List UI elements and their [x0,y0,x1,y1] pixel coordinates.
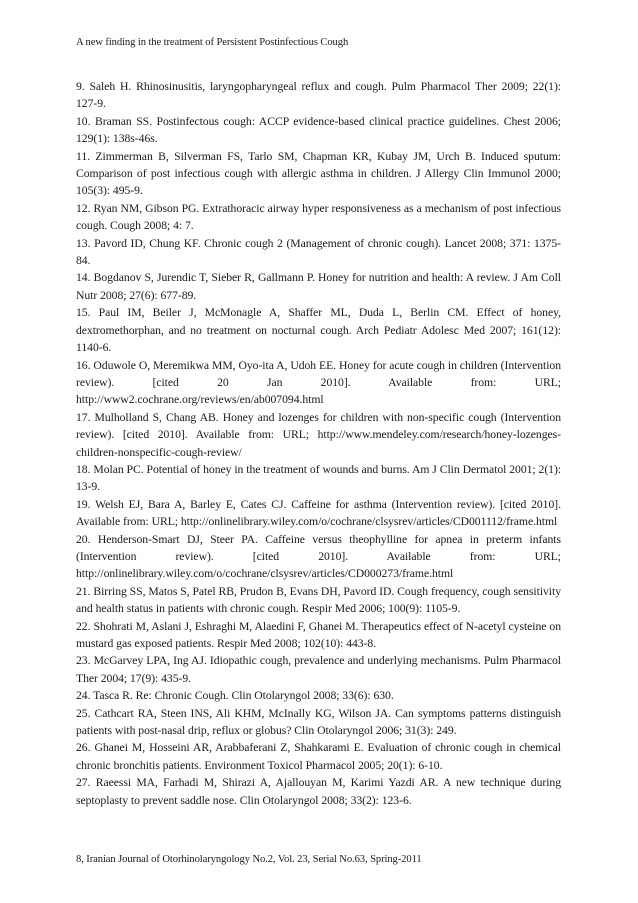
reference-item: 25. Cathcart RA, Steen INS, Ali KHM, McInally KG, Wilson JA. Can symptoms patterns distinguish patients with post-nasal drip, reflux or globus? Clin Otolaryngol 2006; 31(3): 249. [76,706,561,738]
reference-item: 27. Raeessi MA, Farhadi M, Shirazi A, Ajallouyan M, Karimi Yazdi AR. A new technique during septoplasty to prevent saddle nose. Clin Otolaryngol 2008; 33(2): 123-6. [76,776,561,807]
reference-list [76,78,561,809]
reference-item: 13. Pavord ID, Chung KF. Chronic cough 2 (Management of chronic cough). Lancet 2008; 371: 1375-84. [76,236,561,268]
reference-item: 20. Henderson-Smart DJ, Steer PA. Caffeine versus theophylline for apnea in preterm infants (Intervention review). [cited 2010]. Available from: URL; http://onlinelibrary.wiley.com/o/cochrane/clsysrev/articles/CD000273/frame.html [76,532,561,581]
reference-item: 23. McGarvey LPA, Ing AJ. Idiopathic cough, prevalence and underlying mechanisms. Pulm Pharmacol Ther 2004; 17(9): 435-9. [76,654,561,685]
running-footer: 8, Iranian Journal of Otorhinolaryngology No.2, Vol. 23, Serial No.63, Spring-2011 [76,854,422,865]
reference-item: 26. Ghanei M, Hosseini AR, Arabbaferani Z, Shahkarami E. Evaluation of chronic cough in chemical chronic bronchitis patients. Environment Toxicol Pharmacol 2005; 20(1): 6-10. [76,741,561,772]
reference-item: 24. Tasca R. Re: Chronic Cough. Clin Otolaryngol 2008; 33(6): 630. [76,689,394,703]
reference-item: 18. Molan PC. Potential of honey in the treatment of wounds and burns. Am J Clin Dermatol 2001; 2(1): 13-9. [76,462,561,494]
reference-item: 19. Welsh EJ, Bara A, Barley E, Cates CJ. Caffeine for asthma (Intervention review). [cited 2010]. Available from: URL; http://onlinelibrary.wiley.com/o/cochrane/clsysrev/articles/CD001112/frame.html [76,497,561,529]
running-header: A new finding in the treatment of Persistent Postinfectious Cough [76,37,349,48]
reference-item: 12. Ryan NM, Gibson PG. Extrathoracic airway hyper responsiveness as a mechanism of post infectious cough. Cough 2008; 4: 7. [76,201,561,233]
reference-item: 14. Bogdanov S, Jurendic T, Sieber R, Gallmann P. Honey for nutrition and health: A review. J Am Coll Nutr 2008; 27(6): 677-89. [76,271,561,302]
reference-item: 11. Zimmerman B, Silverman FS, Tarlo SM, Chapman KR, Kubay JM, Urch B. Induced sputum: Comparison of post infectious cough with allergic asthma in children. J Allergy Clin Immunol 2000; 105(3): 495-9. [76,149,561,198]
reference-item: 21. Birring SS, Matos S, Patel RB, Prudon B, Evans DH, Pavord ID. Cough frequency, cough sensitivity and health status in patients with chronic cough. Respir Med 2006; 100(9): 1105-9. [76,584,561,616]
reference-item: 10. Braman SS. Postinfectous cough: ACCP evidence-based clinical practice guidelines. Chest 2006; 129(1): 138s-46s. [76,114,561,146]
reference-item: 15. Paul IM, Beiler J, McMonagle A, Shaffer ML, Duda L, Berlin CM. Effect of honey, dextromethorphan, and no treatment on nocturnal cough. Arch Pediatr Adolesc Med 2007; 161(12): 1140-6. [76,306,561,355]
reference-item: 9. Saleh H. Rhinosinusitis, laryngopharyngeal reflux and cough. Pulm Pharmacol Ther 2009; 22(1): 127-9. [76,80,561,111]
reference-item: 17. Mulholland S, Chang AB. Honey and lozenges for children with non-specific cough (Intervention review). [cited 2010]. Available from: URL; http://www.mendeley.com/research/honey-lozenges-children-nonspecific-cough-review/ [76,410,561,459]
reference-item: 22. Shohrati M, Aslani J, Eshraghi M, Alaedini F, Ghanei M. Therapeutics effect of N-acetyl cysteine on mustard gas exposed patients. Respir Med 2008; 102(10): 443-8. [76,619,561,650]
reference-item: 16. Oduwole O, Meremikwa MM, Oyo-ita A, Udoh EE. Honey for acute cough in children (Intervention review). [cited 20 Jan 2010]. Available from: URL; http://www2.cochrane.org/reviews/en/ab007094.html [76,358,561,407]
